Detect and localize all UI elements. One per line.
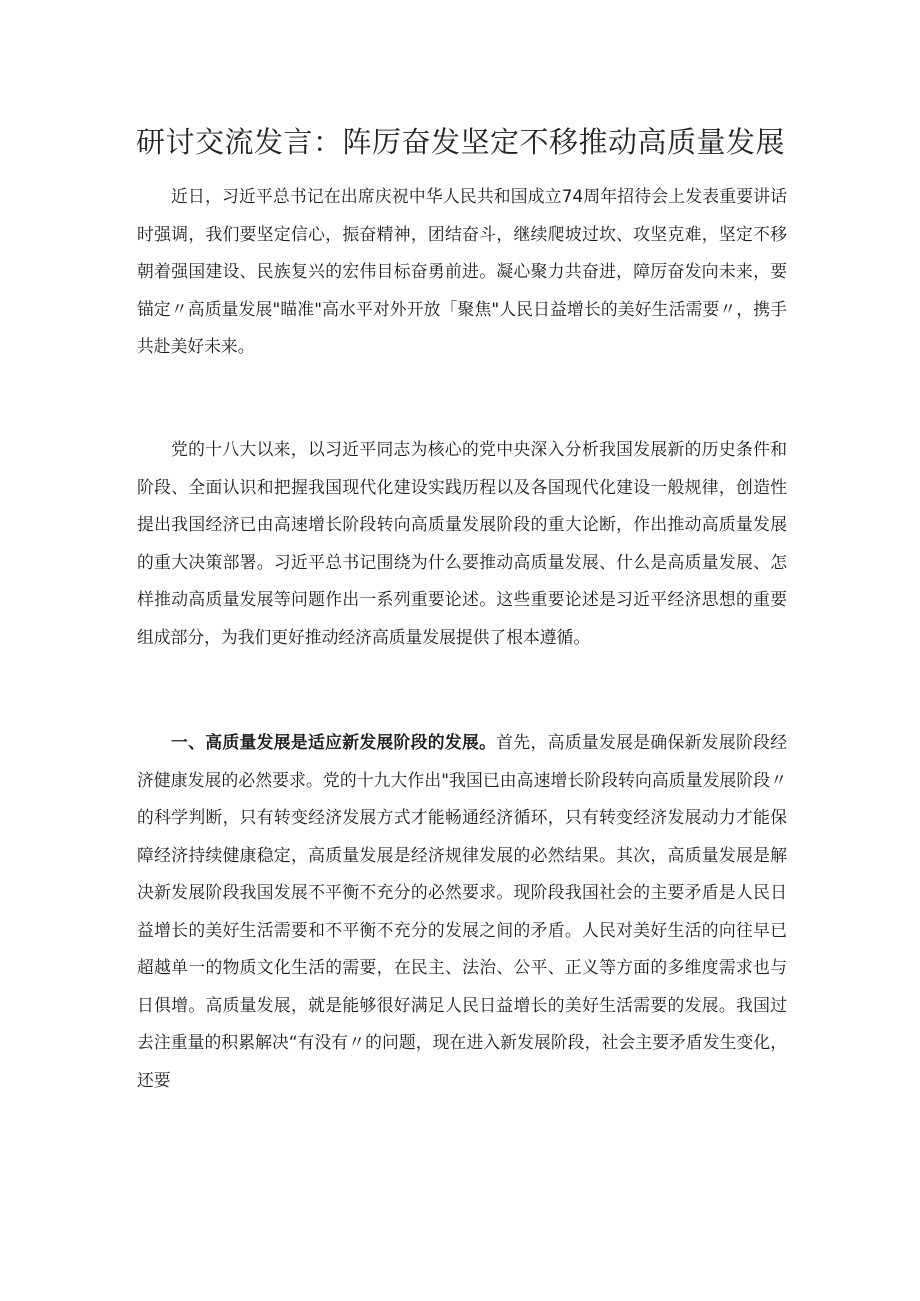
paragraph-3 xyxy=(137,724,787,1099)
paragraph-2: 党的十八大以来，以习近平同志为核心的党中央深入分析我国发展新的历史条件和阶段、全面认识和把握我国现代化建设实践历程以及各国现代化建设一般规律，创造性提出我国经济已由高速增长阶段转向高质量发展阶段的重大论断，作出推动高质量发展的重大决策部署。习近平总书记围绕为什么要推动高质量发展、什么是高质量发展、怎样推动高质量发展等问题作出一系列重要论述。这些重要论述是习近平经济思想的重要组成部分，为我们更好推动经济高质量发展提供了根本遵循。 xyxy=(137,439,787,647)
section-heading-1: 一、高质量发展是适应新发展阶段的发展。 xyxy=(171,732,497,752)
document-title: 研讨交流发言：阵厉奋发坚定不移推动高质量发展 xyxy=(136,125,786,159)
paragraph-3-text: 首先，高质量发展是确保新发展阶段经济健康发展的必然要求。党的十九大作出"我国已由高速增长阶段转向高质量发展阶段〃的科学判断，只有转变经济发展方式才能畅通经济循环，只有转变经济发展动力才能保障经济持续健康稳定，高质量发展是经济规律发展的必然结果。其次，高质量发展是解决新发展阶段我国发展不平衡不充分的必然要求。现阶段我国社会的主要矛盾是人民日益增长的美好生活需要和不平衡不充分的发展之间的矛盾。人民对美好生活的向往早已超越单一的物质文化生活的需要，在民主、法治、公平、正义等方面的多维度需求也与日俱增。高质量发展，就是能够很好满足人民日益增长的美好生活需要的发展。我国过去注重量的积累解决“有没有〃的问题，现在进入新发展阶段，社会主要矛盾发生变化，还要 xyxy=(137,732,787,1090)
paragraph-1: 近日，习近平总书记在出席庆祝中华人民共和国成立74周年招待会上发表重要讲话时强调，我们要坚定信心，振奋精神，团结奋斗，继续爬坡过坎、攻坚克难，坚定不移朝着强国建设、民族复兴的宏伟目标奋勇前进。凝心聚力共奋进，障厉奋发向未来，要锚定〃高质量发展"瞄准"高水平对外开放「聚焦"人民日益增长的美好生活需要〃，携手共赴美好未来。 xyxy=(137,186,787,356)
